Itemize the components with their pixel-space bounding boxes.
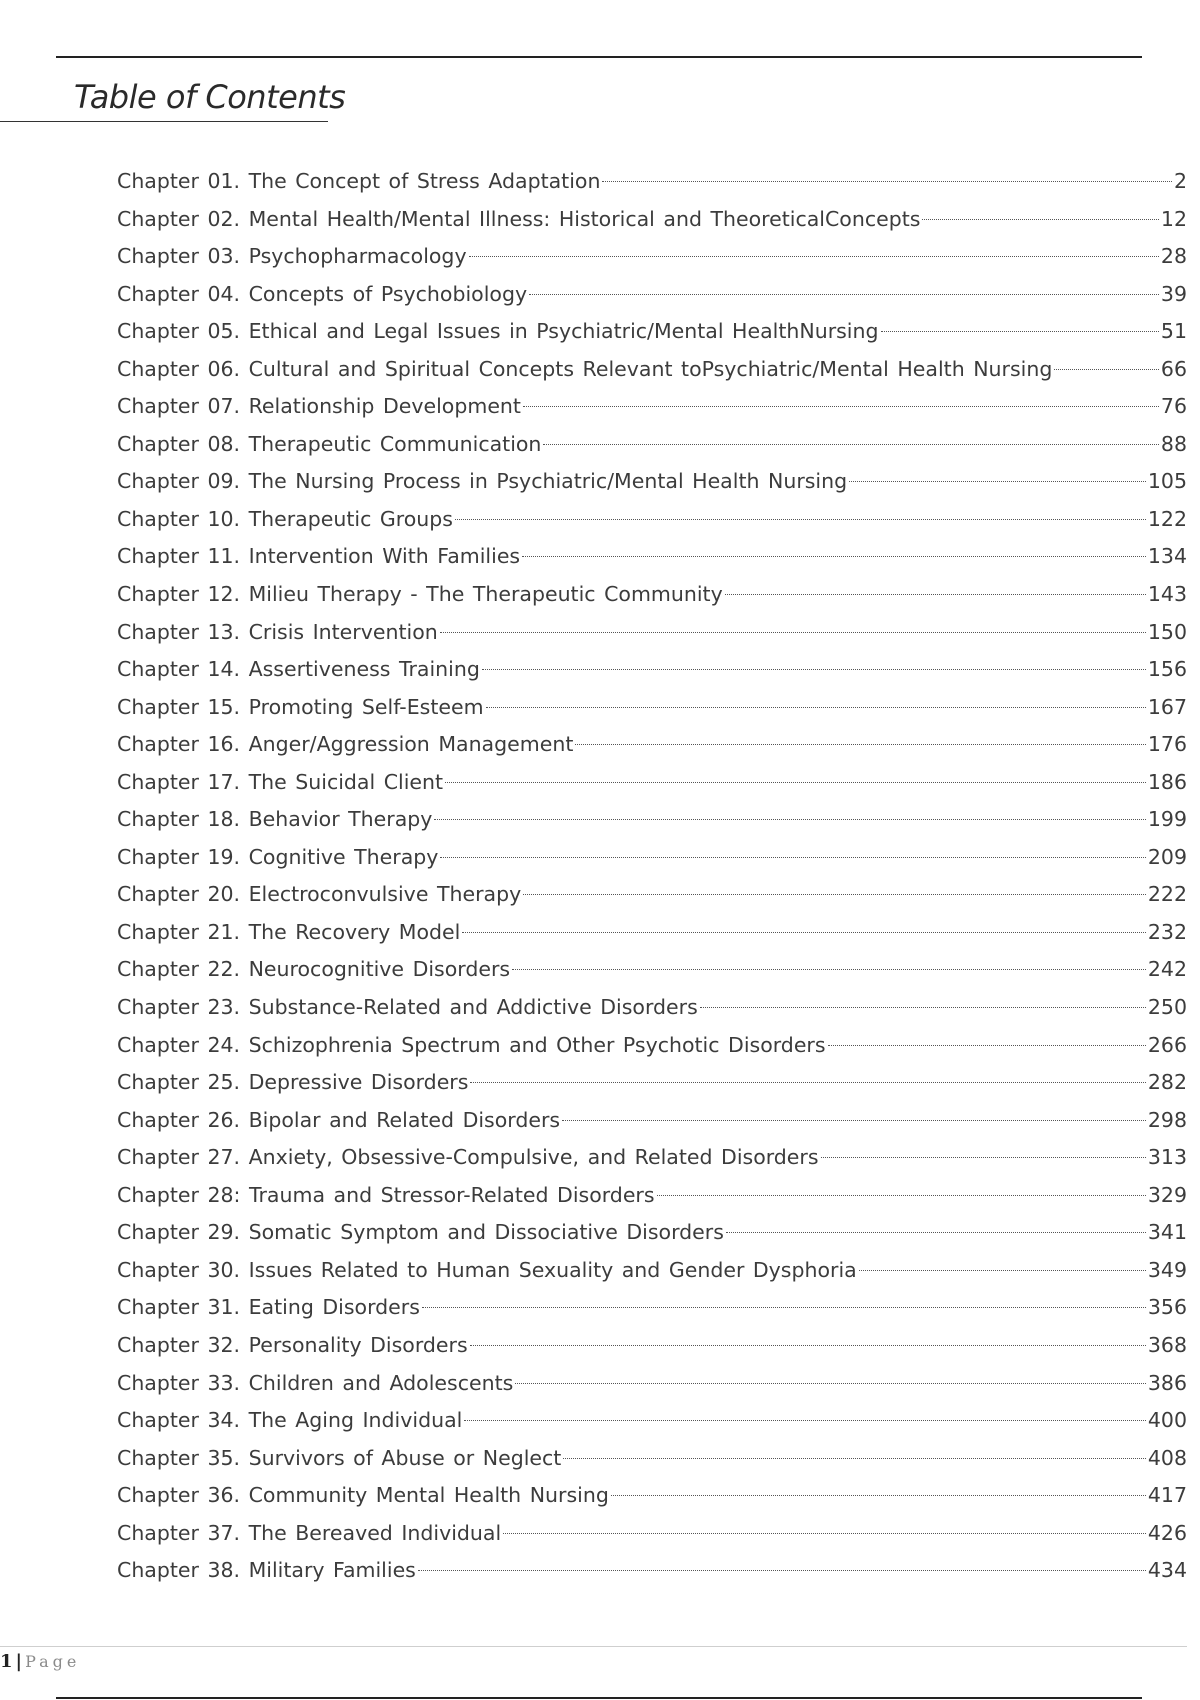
toc-entry-title: Chapter 04. Concepts of Psychobiology (117, 281, 528, 306)
toc-entry-title: Chapter 19. Cognitive Therapy (117, 844, 439, 869)
toc-entry-page: 199 (1147, 807, 1187, 832)
toc-entry-page: 266 (1147, 1032, 1187, 1057)
toc-entry[interactable] (117, 764, 1187, 802)
toc-entry-page: 368 (1147, 1332, 1187, 1357)
toc-entry-page: 298 (1147, 1107, 1187, 1132)
dot-leader (455, 519, 1146, 520)
toc-entry-title: Chapter 11. Intervention With Families (117, 544, 521, 569)
toc-entry-page: 105 (1147, 469, 1187, 494)
toc-entry-title: Chapter 21. The Recovery Model (117, 919, 461, 944)
toc-entry-title: Chapter 28: Trauma and Stressor-Related Disorders (117, 1182, 655, 1207)
toc-entry-page: 434 (1147, 1558, 1187, 1583)
dot-leader (503, 1533, 1146, 1534)
dot-leader (418, 1570, 1146, 1571)
dot-leader (700, 1007, 1146, 1008)
toc-entry[interactable] (117, 426, 1187, 464)
dot-leader (470, 1345, 1146, 1346)
toc-entry-title: Chapter 10. Therapeutic Groups (117, 506, 453, 531)
toc-entry[interactable] (117, 1027, 1187, 1065)
dot-leader (1054, 369, 1159, 370)
page-title: Table of Contents (74, 78, 346, 116)
dot-leader (469, 256, 1159, 257)
toc-entry[interactable] (117, 1440, 1187, 1478)
toc-entry-title: Chapter 02. Mental Health/Mental Illness: Historical and TheoreticalConcepts (117, 206, 921, 231)
toc-entry[interactable] (117, 1402, 1187, 1440)
toc-entry[interactable] (117, 1252, 1187, 1290)
toc-entry[interactable] (117, 689, 1187, 727)
dot-leader (543, 444, 1158, 445)
toc-entry-page: 76 (1160, 394, 1187, 419)
toc-entry-page: 209 (1147, 844, 1187, 869)
dot-leader (657, 1195, 1146, 1196)
toc-entry-page: 386 (1147, 1370, 1187, 1395)
toc-entry-page: 12 (1160, 206, 1187, 231)
toc-entry-page: 51 (1160, 319, 1187, 344)
toc-entry-title: Chapter 36. Community Mental Health Nursing (117, 1483, 609, 1508)
toc-entry-page: 349 (1147, 1257, 1187, 1282)
toc-entry-title: Chapter 26. Bipolar and Related Disorders (117, 1107, 561, 1132)
header-rule (56, 56, 1142, 58)
toc-entry-page: 408 (1147, 1445, 1187, 1470)
bottom-rule (56, 1697, 1142, 1699)
toc-entry-page: 426 (1147, 1520, 1187, 1545)
toc-entry[interactable] (117, 1327, 1187, 1365)
toc-entry-page: 242 (1147, 957, 1187, 982)
toc-entry[interactable] (117, 876, 1187, 914)
toc-entry-title: Chapter 34. The Aging Individual (117, 1408, 463, 1433)
page-footer (0, 1651, 80, 1672)
toc-entry[interactable] (117, 1365, 1187, 1403)
toc-entry-title: Chapter 15. Promoting Self-Esteem (117, 694, 484, 719)
toc-entry[interactable] (117, 951, 1187, 989)
toc-entry-page: 329 (1147, 1182, 1187, 1207)
toc-entry[interactable] (117, 1214, 1187, 1252)
toc-entry-page: 341 (1147, 1220, 1187, 1245)
toc-entry-title: Chapter 35. Survivors of Abuse or Neglect (117, 1445, 562, 1470)
toc-entry-page: 88 (1160, 431, 1187, 456)
toc-entry[interactable] (117, 538, 1187, 576)
toc-entry[interactable] (117, 163, 1187, 201)
dot-leader (464, 1420, 1146, 1421)
dot-leader (726, 1232, 1146, 1233)
footer-page-number: 1 (0, 1651, 13, 1672)
footer-rule (0, 1646, 1187, 1647)
toc-entry-page: 417 (1147, 1483, 1187, 1508)
toc-entry-title: Chapter 05. Ethical and Legal Issues in Psychiatric/Mental HealthNursing (117, 319, 879, 344)
toc-entry-title: Chapter 24. Schizophrenia Spectrum and Other Psychotic Disorders (117, 1032, 826, 1057)
toc-entry-title: Chapter 18. Behavior Therapy (117, 807, 433, 832)
dot-leader (486, 707, 1146, 708)
dot-leader (725, 594, 1146, 595)
toc-entry[interactable] (117, 1477, 1187, 1515)
dot-leader (562, 1120, 1146, 1121)
dot-leader (922, 219, 1158, 220)
toc-entry[interactable] (117, 313, 1187, 351)
dot-leader (602, 181, 1172, 182)
toc-entry-title: Chapter 08. Therapeutic Communication (117, 431, 542, 456)
dot-leader (828, 1045, 1146, 1046)
toc-entry-title: Chapter 22. Neurocognitive Disorders (117, 957, 511, 982)
dot-leader (859, 1270, 1146, 1271)
toc-entry-page: 282 (1147, 1070, 1187, 1095)
toc-entry-title: Chapter 33. Children and Adolescents (117, 1370, 514, 1395)
toc-entry-page: 313 (1147, 1145, 1187, 1170)
toc-entry-page: 28 (1160, 244, 1187, 269)
toc-entry-title: Chapter 09. The Nursing Process in Psychiatric/Mental Health Nursing (117, 469, 848, 494)
toc-entry-title: Chapter 16. Anger/Aggression Management (117, 732, 574, 757)
toc-entry[interactable] (117, 801, 1187, 839)
toc-entry[interactable] (117, 914, 1187, 952)
toc-entry[interactable] (117, 1064, 1187, 1102)
toc-entry-title: Chapter 32. Personality Disorders (117, 1332, 468, 1357)
dot-leader (512, 969, 1146, 970)
toc-entry-title: Chapter 12. Milieu Therapy - The Therapeutic Community (117, 582, 723, 607)
dot-leader (440, 632, 1146, 633)
footer-page-label: Page (25, 1652, 81, 1671)
dot-leader (482, 669, 1146, 670)
toc-entry-page: 122 (1147, 506, 1187, 531)
dot-leader (529, 294, 1159, 295)
dot-leader (563, 1458, 1146, 1459)
toc-entry[interactable] (117, 501, 1187, 539)
toc-entry[interactable] (117, 388, 1187, 426)
toc-entry[interactable] (117, 201, 1187, 239)
dot-leader (462, 932, 1146, 933)
dot-leader (440, 857, 1145, 858)
dot-leader (575, 744, 1146, 745)
toc-entry[interactable] (117, 1552, 1187, 1590)
toc-entry-title: Chapter 20. Electroconvulsive Therapy (117, 882, 522, 907)
toc-entry-title: Chapter 31. Eating Disorders (117, 1295, 420, 1320)
toc-entry-title: Chapter 30. Issues Related to Human Sexuality and Gender Dysphoria (117, 1257, 857, 1282)
toc-entry[interactable] (117, 1289, 1187, 1327)
toc-entry-title: Chapter 38. Military Families (117, 1558, 416, 1583)
toc-entry-page: 134 (1147, 544, 1187, 569)
toc-entry[interactable] (117, 1177, 1187, 1215)
dot-leader (523, 894, 1146, 895)
toc-entry[interactable] (117, 576, 1187, 614)
toc-entry[interactable] (117, 1515, 1187, 1553)
toc-entry-page: 250 (1147, 995, 1187, 1020)
toc-entry-title: Chapter 25. Depressive Disorders (117, 1070, 469, 1095)
toc-entry[interactable] (117, 726, 1187, 764)
toc-entry[interactable] (117, 1102, 1187, 1140)
toc-entry-page: 66 (1160, 356, 1187, 381)
toc-entry-title: Chapter 29. Somatic Symptom and Dissociative Disorders (117, 1220, 724, 1245)
dot-leader (422, 1307, 1146, 1308)
toc-entry-title: Chapter 06. Cultural and Spiritual Concepts Relevant toPsychiatric/Mental Health Nursing (117, 356, 1053, 381)
toc-entry-page: 400 (1147, 1408, 1187, 1433)
toc-entry-page: 186 (1147, 769, 1187, 794)
dot-leader (470, 1082, 1145, 1083)
toc-entry[interactable] (117, 614, 1187, 652)
toc-entry[interactable] (117, 463, 1187, 501)
toc-entry-page: 39 (1160, 281, 1187, 306)
toc-entry-page: 2 (1173, 169, 1187, 193)
footer-separator: | (15, 1651, 23, 1672)
toc-entry[interactable] (117, 276, 1187, 314)
toc-entry-page: 176 (1147, 732, 1187, 757)
toc-entry-page: 167 (1147, 694, 1187, 719)
dot-leader (434, 819, 1145, 820)
toc-entry-page: 356 (1147, 1295, 1187, 1320)
dot-leader (881, 331, 1159, 332)
toc-entry-title: Chapter 01. The Concept of Stress Adaptation (117, 169, 601, 193)
dot-leader (849, 481, 1146, 482)
toc-entry-title: Chapter 27. Anxiety, Obsessive-Compulsive, and Related Disorders (117, 1145, 819, 1170)
toc-entry[interactable] (117, 989, 1187, 1027)
toc-entry-page: 143 (1147, 582, 1187, 607)
toc-entry[interactable] (117, 351, 1187, 389)
dot-leader (515, 1383, 1146, 1384)
toc-entry-title: Chapter 07. Relationship Development (117, 394, 521, 419)
dot-leader (821, 1157, 1146, 1158)
toc-entry-title: Chapter 03. Psychopharmacology (117, 244, 467, 269)
toc-entry-page: 222 (1147, 882, 1187, 907)
dot-leader (611, 1495, 1146, 1496)
toc-entry[interactable] (117, 1139, 1187, 1177)
toc-entry-page: 150 (1147, 619, 1187, 644)
toc-entry-title: Chapter 13. Crisis Intervention (117, 619, 438, 644)
toc-entry[interactable] (117, 651, 1187, 689)
toc-entry[interactable] (117, 839, 1187, 877)
dot-leader (522, 556, 1146, 557)
toc-entry-title: Chapter 37. The Bereaved Individual (117, 1520, 502, 1545)
title-underline (0, 121, 328, 122)
toc-entry-page: 156 (1147, 657, 1187, 682)
toc-entry-title: Chapter 14. Assertiveness Training (117, 657, 480, 682)
toc-entry-page: 232 (1147, 919, 1187, 944)
toc-entry-title: Chapter 23. Substance-Related and Addictive Disorders (117, 995, 698, 1020)
toc-entry-title: Chapter 17. The Suicidal Client (117, 769, 444, 794)
dot-leader (523, 406, 1159, 407)
toc-entry[interactable] (117, 238, 1187, 276)
table-of-contents (117, 163, 1187, 1590)
dot-leader (445, 782, 1146, 783)
